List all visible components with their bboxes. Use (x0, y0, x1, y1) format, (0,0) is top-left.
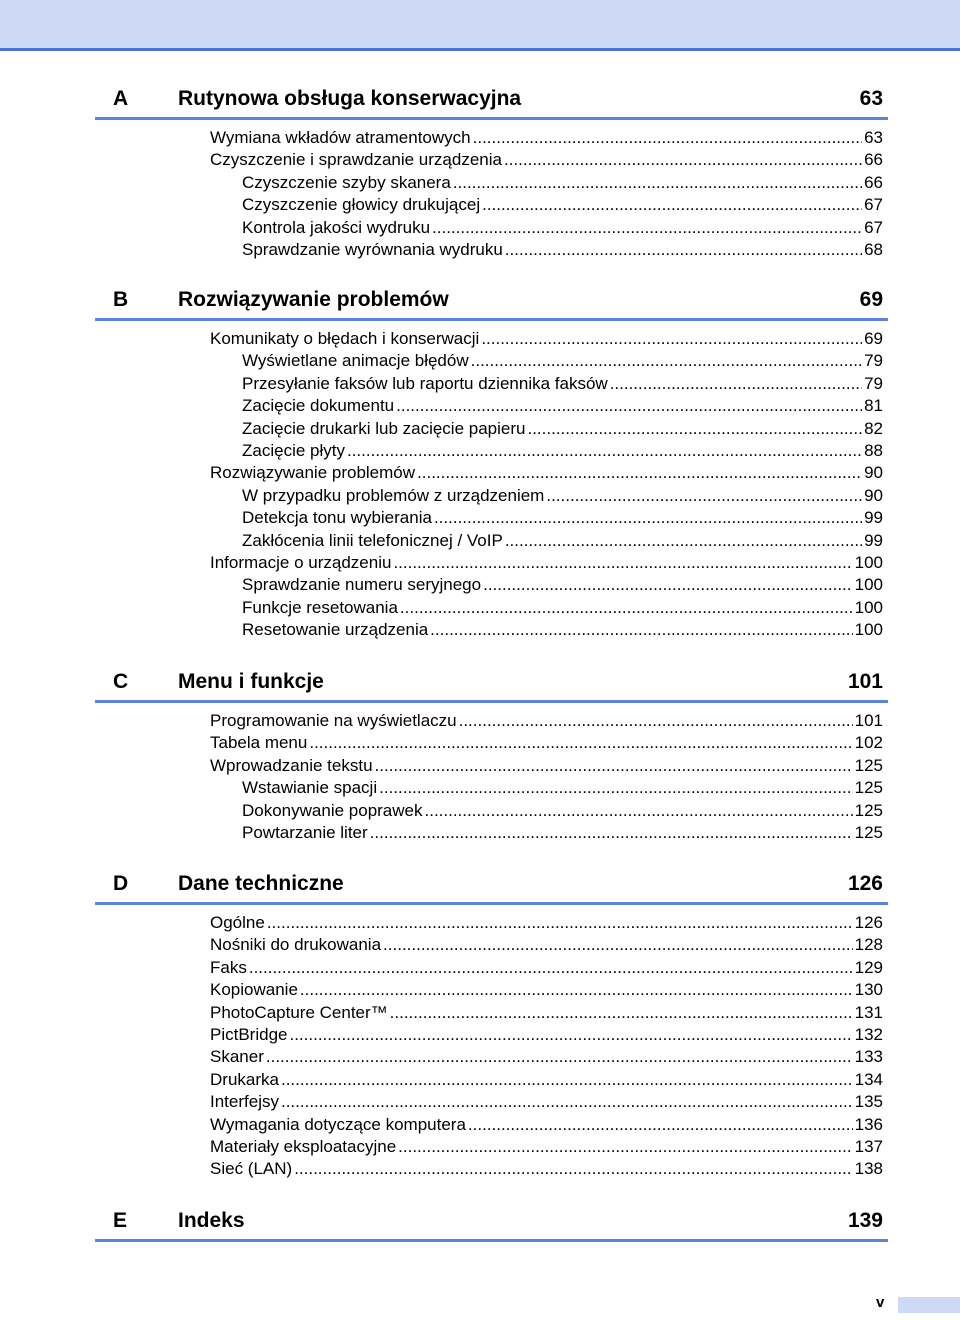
section-page-number: 126 (847, 872, 883, 895)
entry-label: Tabela menu (210, 733, 308, 753)
entry-label: Drukarka (210, 1069, 279, 1089)
toc-subentry[interactable] (242, 239, 883, 261)
toc-subentry[interactable] (242, 418, 883, 440)
entry-label: Wprowadzanie tekstu (210, 755, 373, 775)
dot-leader (430, 619, 852, 641)
toc-entry[interactable] (210, 1069, 883, 1091)
dot-leader (482, 194, 862, 216)
dot-leader (468, 1114, 853, 1136)
dot-leader (610, 373, 862, 395)
dot-leader (383, 934, 853, 956)
entry-page-number: 100 (854, 620, 883, 640)
toc-subentry[interactable] (242, 619, 883, 641)
toc-entry[interactable] (210, 755, 883, 777)
entry-label: Czyszczenie i sprawdzanie urządzenia (210, 150, 502, 170)
entry-page-number: 90 (864, 485, 883, 505)
dot-leader (267, 912, 853, 934)
entry-page-number: 126 (854, 913, 883, 932)
entry-page-number: 130 (854, 980, 883, 1000)
entry-page-number: 79 (864, 351, 883, 371)
entry-page-number: 82 (864, 418, 883, 438)
toc-entry[interactable] (210, 1024, 883, 1046)
entry-page-number: 67 (864, 195, 883, 215)
entry-page-number: 129 (854, 957, 883, 977)
entry-label: Kontrola jakości wydruku (242, 217, 431, 237)
page-number: v (876, 1294, 885, 1311)
dot-leader (527, 418, 862, 440)
toc-subentry[interactable] (242, 507, 883, 529)
dot-leader (396, 395, 862, 417)
dot-leader (504, 149, 862, 171)
toc-entry[interactable] (210, 1002, 883, 1024)
entry-label: Rozwiązywanie problemów (210, 463, 416, 483)
toc-subentry[interactable] (242, 485, 883, 507)
dot-leader (309, 732, 852, 754)
entry-page-number: 128 (854, 935, 883, 955)
toc-subentry[interactable] (242, 350, 883, 372)
entry-page-number: 125 (854, 823, 883, 842)
toc-entry[interactable] (210, 1158, 883, 1180)
dot-leader (289, 1024, 852, 1046)
entry-label: Powtarzanie liter (242, 823, 368, 842)
entry-page-number: 66 (864, 150, 883, 170)
section-heading[interactable] (95, 284, 888, 321)
entry-label: Zakłócenia linii telefonicznej / VoIP (242, 530, 503, 550)
entry-label: Resetowanie urządzenia (242, 620, 429, 640)
toc-subentry[interactable] (242, 172, 883, 194)
entry-page-number: 79 (864, 373, 883, 393)
entry-label: Faks (210, 957, 247, 977)
entry-label: PhotoCapture Center™ (210, 1002, 388, 1022)
entry-page-number: 125 (854, 800, 883, 820)
entry-page-number: 135 (854, 1092, 883, 1112)
toc-subentry[interactable] (242, 800, 883, 822)
toc-entry[interactable] (210, 149, 883, 171)
toc-subentry[interactable] (242, 217, 883, 239)
entry-page-number: 90 (864, 463, 883, 483)
section-title: Menu i funkcje (178, 670, 324, 693)
entry-label: Kopiowanie (210, 980, 298, 1000)
dot-leader (453, 172, 862, 194)
entry-page-number: 101 (854, 711, 883, 730)
toc-subentry[interactable] (242, 373, 883, 395)
entry-page-number: 133 (854, 1047, 883, 1067)
entry-label: Zacięcie dokumentu (242, 396, 395, 416)
entry-label: Informacje o urządzeniu (210, 553, 392, 572)
entry-label: Detekcja tonu wybierania (242, 508, 432, 528)
toc-entry[interactable] (210, 912, 883, 934)
entry-label: Czyszczenie szyby skanera (242, 172, 451, 192)
toc-entry[interactable] (210, 979, 883, 1001)
dot-leader (370, 822, 853, 844)
entry-label: Czyszczenie głowicy drukującej (242, 195, 481, 215)
entry-label: Programowanie na wyświetlaczu (210, 711, 457, 730)
entry-page-number: 100 (854, 597, 883, 617)
section-letter: C (113, 670, 129, 693)
entry-label: Zacięcie płyty (242, 441, 345, 460)
toc-entry[interactable] (210, 1114, 883, 1136)
section-heading[interactable] (95, 1205, 888, 1242)
entry-label: Skaner (210, 1047, 264, 1067)
dot-leader (375, 755, 853, 777)
entry-label: Wyświetlane animacje błędów (242, 351, 469, 371)
entry-label: Wymiana wkładów atramentowych (210, 128, 471, 147)
dot-leader (398, 1136, 852, 1158)
section-letter: A (113, 87, 129, 110)
toc-entry[interactable] (210, 552, 883, 574)
dot-leader (393, 552, 852, 574)
dot-leader (505, 530, 862, 552)
dot-leader (471, 350, 862, 372)
toc-subentry[interactable] (242, 530, 883, 552)
section-page-number: 63 (859, 87, 883, 110)
dot-leader (294, 1158, 852, 1180)
toc-entry[interactable] (210, 328, 883, 350)
toc-subentry[interactable] (242, 822, 883, 844)
entry-page-number: 125 (854, 755, 883, 775)
toc-subentry[interactable] (242, 395, 883, 417)
dot-leader (300, 979, 853, 1001)
dot-leader (432, 217, 862, 239)
top-color-band (0, 0, 960, 51)
entry-page-number: 132 (854, 1025, 883, 1044)
dot-leader (481, 328, 862, 350)
toc-entry[interactable] (210, 1091, 883, 1113)
entry-label: Wymagania dotyczące komputera (210, 1114, 466, 1134)
entry-page-number: 100 (854, 575, 883, 595)
toc-entry[interactable] (210, 934, 883, 956)
dot-leader (417, 462, 862, 484)
entry-label: Komunikaty o błędach i konserwacji (210, 329, 480, 348)
entry-label: Interfejsy (210, 1092, 279, 1112)
entry-label: Wstawianie spacji (242, 778, 378, 798)
section-title: Rozwiązywanie problemów (178, 288, 449, 311)
toc-entry[interactable] (210, 127, 883, 149)
section-title: Rutynowa obsługa konserwacyjna (178, 87, 522, 110)
section-page-number: 69 (859, 288, 883, 311)
toc-entry[interactable] (210, 732, 883, 754)
entry-label: Nośniki do drukowania (210, 935, 382, 955)
toc-entry[interactable] (210, 710, 883, 732)
entry-label: PictBridge (210, 1025, 288, 1044)
entry-page-number: 99 (864, 508, 883, 528)
toc-entry[interactable] (210, 462, 883, 484)
entry-label: Funkcje resetowania (242, 597, 398, 617)
entry-page-number: 100 (854, 553, 883, 572)
dot-leader (473, 127, 862, 149)
entry-page-number: 63 (864, 128, 883, 147)
entry-page-number: 67 (864, 217, 883, 237)
entry-label: Sieć (LAN) (210, 1159, 293, 1179)
section-title: Dane techniczne (178, 872, 344, 895)
entry-page-number: 69 (864, 329, 883, 348)
entry-label: Dokonywanie poprawek (242, 800, 423, 820)
section-letter: D (113, 872, 129, 895)
entry-page-number: 137 (854, 1137, 883, 1156)
dot-leader (281, 1069, 853, 1091)
entry-label: Sprawdzanie wyrównania wydruku (242, 240, 503, 259)
entry-page-number: 88 (864, 441, 883, 460)
dot-leader (546, 485, 862, 507)
toc-entry[interactable] (210, 1046, 883, 1068)
entry-label: W przypadku problemów z urządzeniem (242, 485, 545, 505)
entry-label: Przesyłanie faksów lub raportu dziennika faksów (242, 373, 608, 393)
section-letter: B (113, 288, 129, 311)
toc-subentry[interactable] (242, 440, 883, 462)
entry-page-number: 138 (854, 1159, 883, 1179)
dot-leader (425, 800, 853, 822)
entry-page-number: 66 (864, 172, 883, 192)
entry-page-number: 136 (854, 1114, 883, 1134)
toc-subentry[interactable] (242, 194, 883, 216)
entry-page-number: 125 (854, 778, 883, 798)
entry-page-number: 131 (854, 1002, 883, 1022)
dot-leader (249, 957, 853, 979)
dot-leader (281, 1091, 853, 1113)
dot-leader (347, 440, 862, 462)
dot-leader (483, 574, 853, 596)
section-heading[interactable] (95, 666, 888, 703)
toc-subentry[interactable] (242, 777, 883, 799)
dot-leader (266, 1046, 853, 1068)
dot-leader (379, 777, 853, 799)
entry-label: Sprawdzanie numeru seryjnego (242, 575, 482, 595)
dot-leader (505, 239, 862, 261)
entry-page-number: 102 (854, 733, 883, 753)
entry-label: Zacięcie drukarki lub zacięcie papieru (242, 418, 526, 438)
section-heading[interactable] (95, 868, 888, 905)
bottom-color-tab (898, 1297, 960, 1313)
dot-leader (400, 597, 853, 619)
entry-page-number: 134 (854, 1069, 883, 1089)
section-letter: E (113, 1209, 128, 1232)
toc-subentry[interactable] (242, 574, 883, 596)
toc-entry[interactable] (210, 1136, 883, 1158)
toc-subentry[interactable] (242, 597, 883, 619)
dot-leader (434, 507, 862, 529)
section-page-number: 139 (847, 1209, 883, 1232)
dot-leader (390, 1002, 853, 1024)
section-heading[interactable] (95, 83, 888, 120)
entry-label: Materiały eksploatacyjne (210, 1137, 397, 1156)
toc-entry[interactable] (210, 957, 883, 979)
section-page-number: 101 (847, 670, 883, 693)
entry-label: Ogólne (210, 913, 265, 932)
section-title: Indeks (178, 1209, 245, 1232)
entry-page-number: 68 (864, 240, 883, 259)
dot-leader (459, 710, 853, 732)
entry-page-number: 99 (864, 530, 883, 550)
entry-page-number: 81 (864, 396, 883, 416)
